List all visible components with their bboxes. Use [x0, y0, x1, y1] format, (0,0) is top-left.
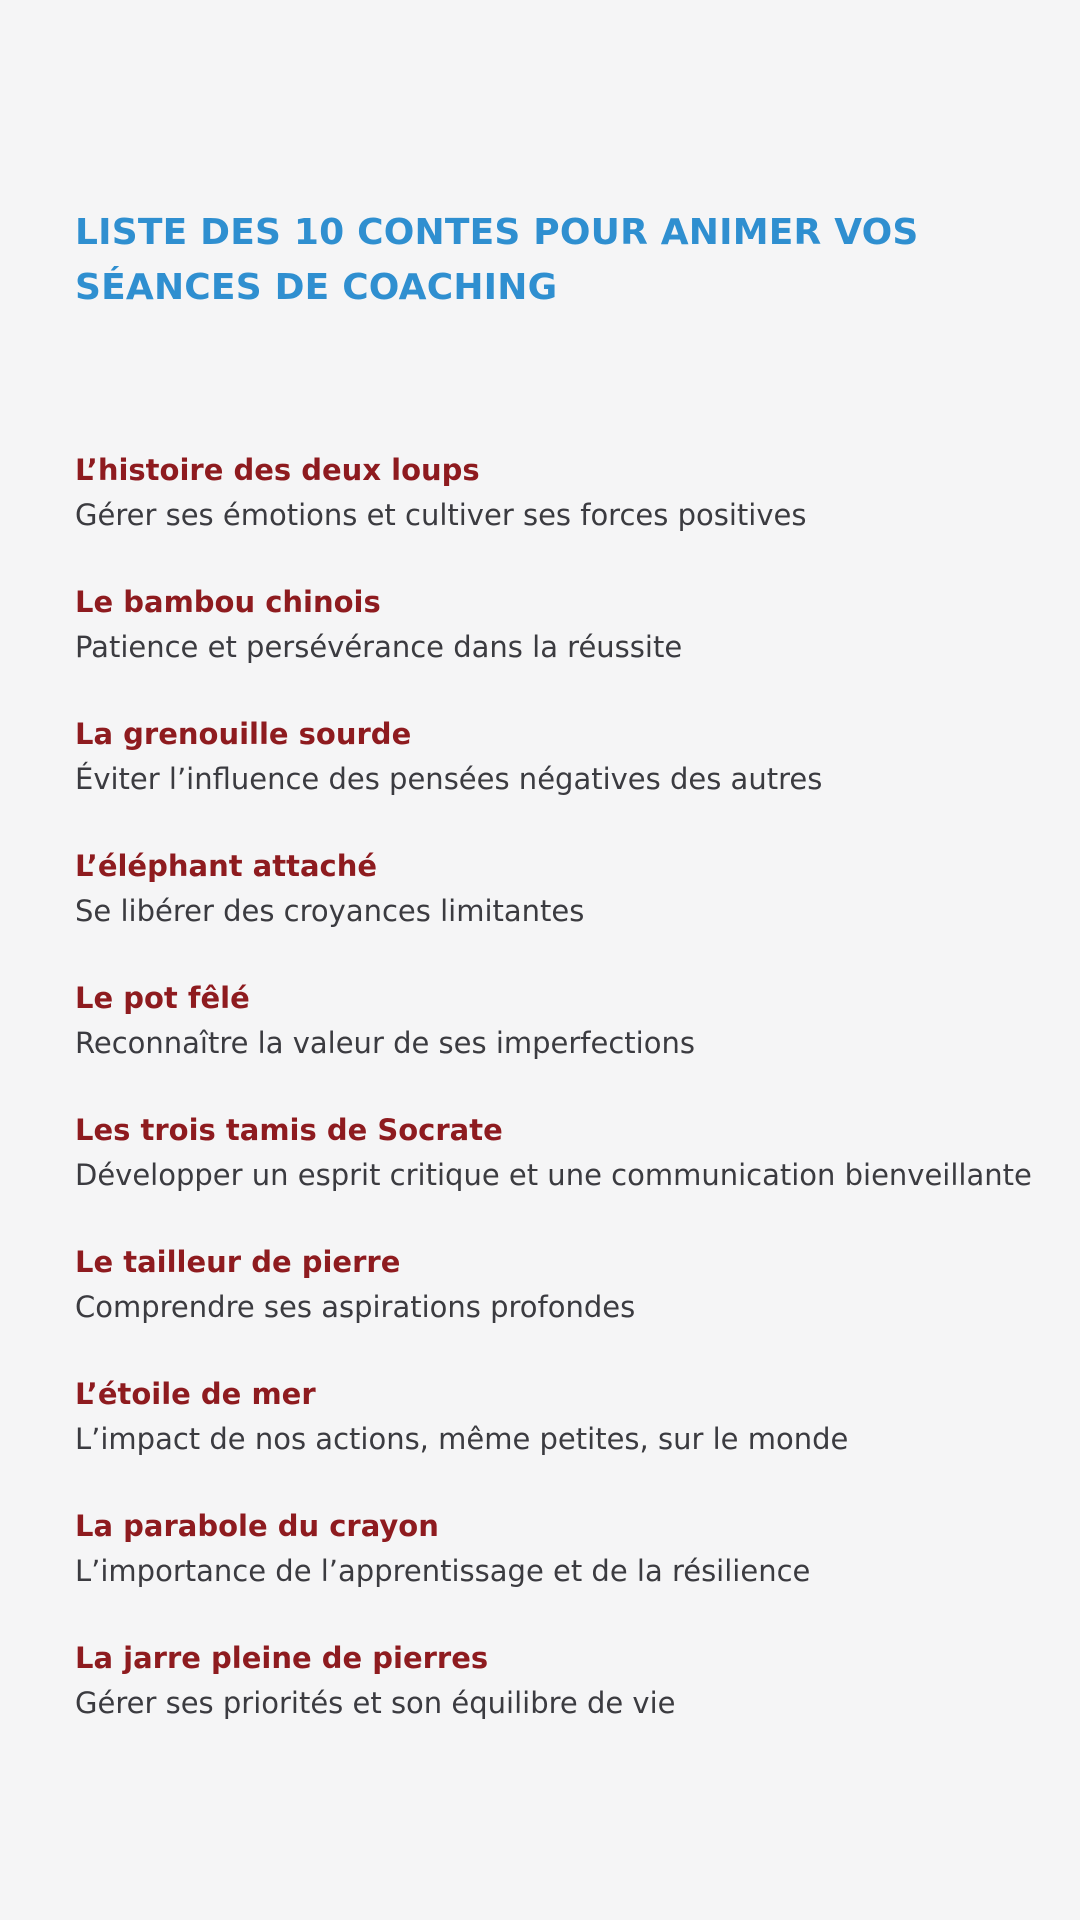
tale-description: L’importance de l’apprentissage et de la résilience: [75, 1554, 811, 1588]
tale-description: Se libérer des croyances limitantes: [75, 894, 585, 928]
list-item: [75, 447, 1065, 579]
list-item: [75, 1371, 1065, 1503]
tale-description: Gérer ses émotions et cultiver ses forces positives: [75, 498, 807, 532]
tale-title: L’éléphant attaché: [75, 849, 378, 883]
page-title: LISTE DES 10 CONTES POUR ANIMER VOS SÉANCES DE COACHING: [75, 212, 919, 308]
tale-title: La grenouille sourde: [75, 717, 412, 751]
tale-title: L’étoile de mer: [75, 1377, 316, 1411]
list-item: [75, 1635, 1065, 1767]
list-item: [75, 579, 1065, 711]
tale-title: Le tailleur de pierre: [75, 1245, 401, 1279]
tale-title: Le pot fêlé: [75, 981, 250, 1015]
tale-description: Reconnaître la valeur de ses imperfections: [75, 1026, 695, 1060]
tale-description: Développer un esprit critique et une communication bienveillante: [75, 1158, 1032, 1192]
list-item: [75, 711, 1065, 843]
list-item: [75, 1107, 1065, 1239]
list-item: [75, 1503, 1065, 1635]
list-item: [75, 1239, 1065, 1371]
tale-title: L’histoire des deux loups: [75, 453, 480, 487]
tale-title: Les trois tamis de Socrate: [75, 1113, 503, 1147]
tales-list: [75, 447, 1065, 1767]
tale-description: Éviter l’influence des pensées négatives des autres: [75, 762, 823, 796]
tale-title: Le bambou chinois: [75, 585, 381, 619]
tale-title: La jarre pleine de pierres: [75, 1641, 489, 1675]
list-item: [75, 975, 1065, 1107]
tale-description: Patience et persévérance dans la réussite: [75, 630, 683, 664]
tale-description: L’impact de nos actions, même petites, sur le monde: [75, 1422, 849, 1456]
tale-description: Comprendre ses aspirations profondes: [75, 1290, 636, 1324]
list-item: [75, 843, 1065, 975]
tale-description: Gérer ses priorités et son équilibre de vie: [75, 1686, 676, 1720]
tale-title: La parabole du crayon: [75, 1509, 439, 1543]
